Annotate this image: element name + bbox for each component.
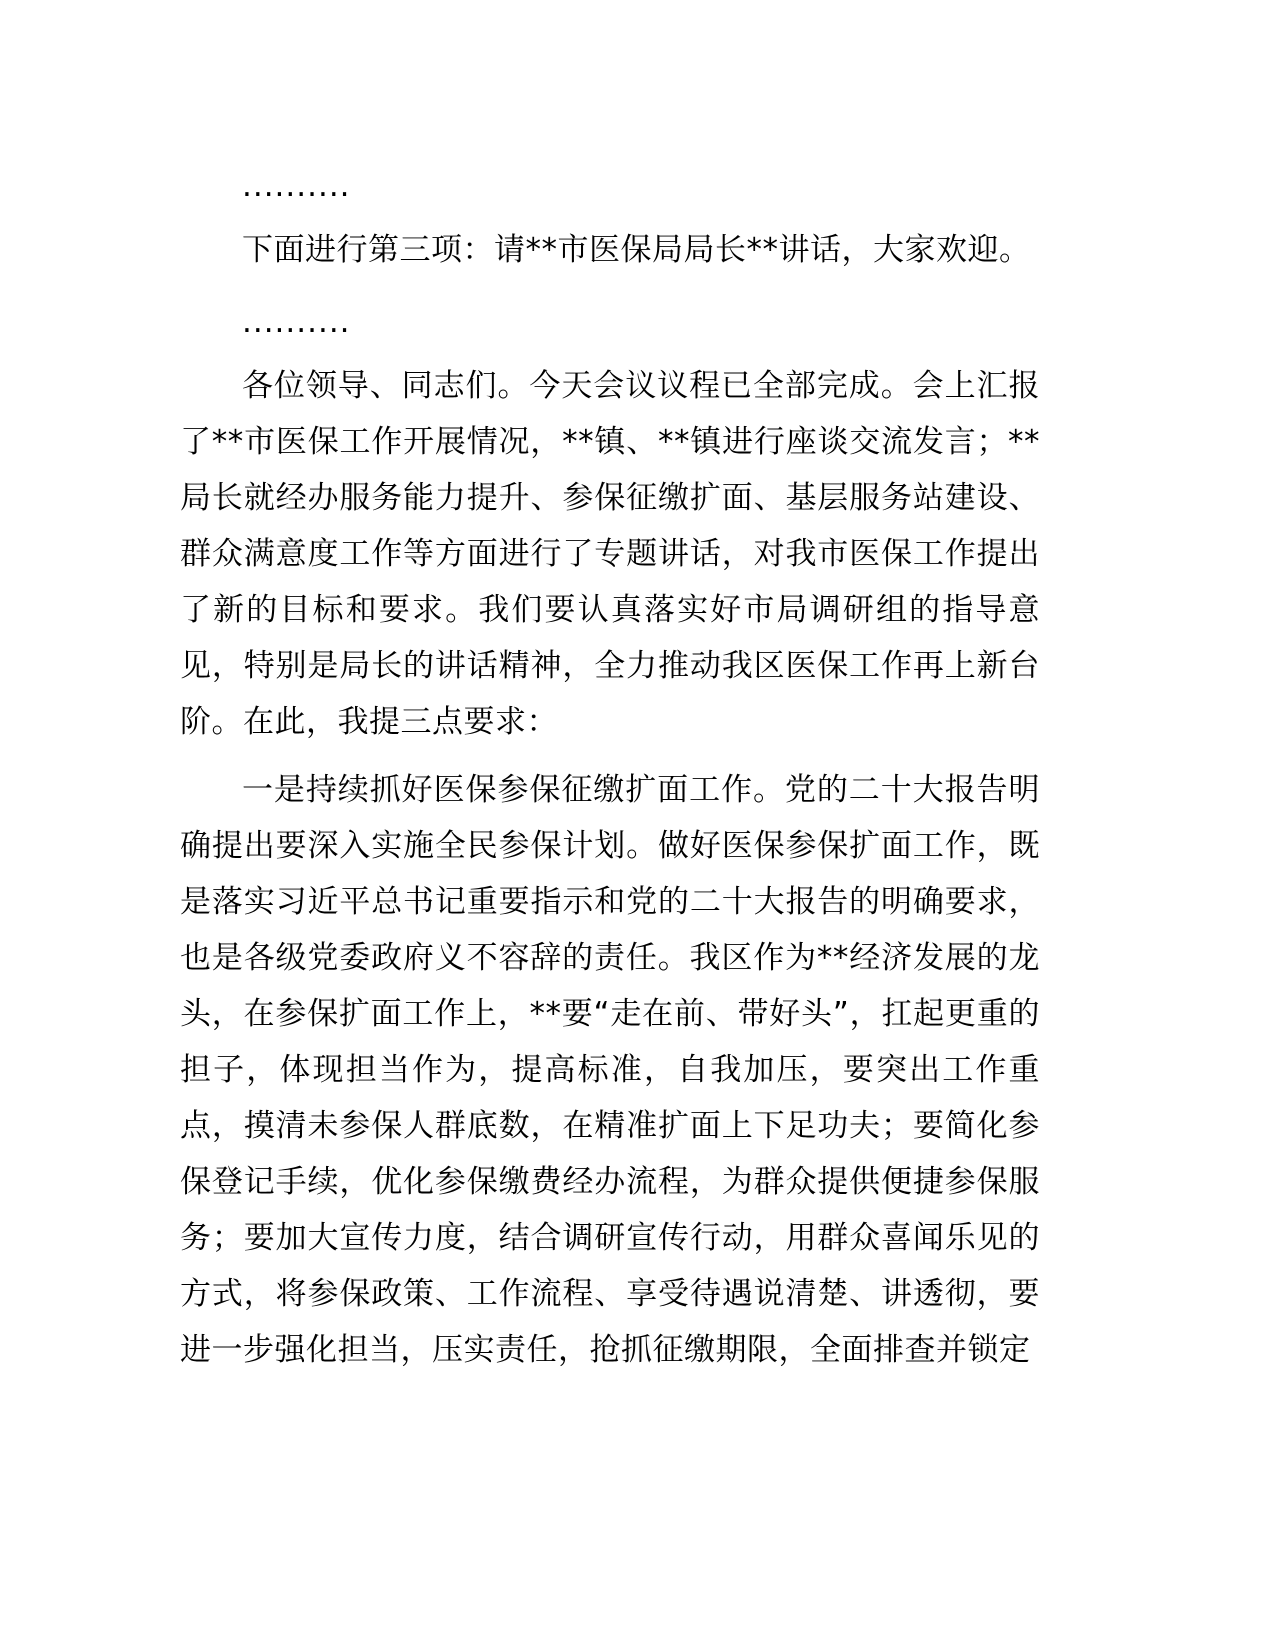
paragraph-agenda-item-three: 下面进行第三项：请**市医保局局长**讲话，大家欢迎。 [242,232,1031,268]
ellipsis-line: .......... [242,304,351,340]
document-body [180,154,1040,1378]
ellipsis-line: .......... [242,168,351,204]
paragraph-requirement-one: 一是持续抓好医保参保征缴扩面工作。党的二十大报告明确提出要深入实施全民参保计划。做好医保参保扩面工作，既是落实习近平总书记重要指示和党的二十大报告的明确要求，也是各级党委政府义不容辞的责任。我区作为**经济发展的龙头，在参保扩面工作上，**要“走在前、带好头”，扛起更重的担子，体现担当作为，提高标准，自我加压，要突出工作重点，摸清未参保人群底数，在精准扩面上下足功夫；要简化参保登记手续，优化参保缴费经办流程，为群众提供便捷参保服务；要加大宣传力度，结合调研宣传行动，用群众喜闻乐见的方式，将参保政策、工作流程、享受待遇说清楚、讲透彻，要进一步强化担当，压实责任，抢抓征缴期限，全面排查并锁定 [180,772,1040,1368]
paragraph-meeting-summary: 各位领导、同志们。今天会议议程已全部完成。会上汇报了**市医保工作开展情况，**镇、**镇进行座谈交流发言；**局长就经办服务能力提升、参保征缴扩面、基层服务站建设、群众满意度工作等方面进行了专题讲话，对我市医保工作提出了新的目标和要求。我们要认真落实好市局调研组的指导意见，特别是局长的讲话精神，全力推动我区医保工作再上新台阶。在此，我提三点要求： [180,368,1040,740]
